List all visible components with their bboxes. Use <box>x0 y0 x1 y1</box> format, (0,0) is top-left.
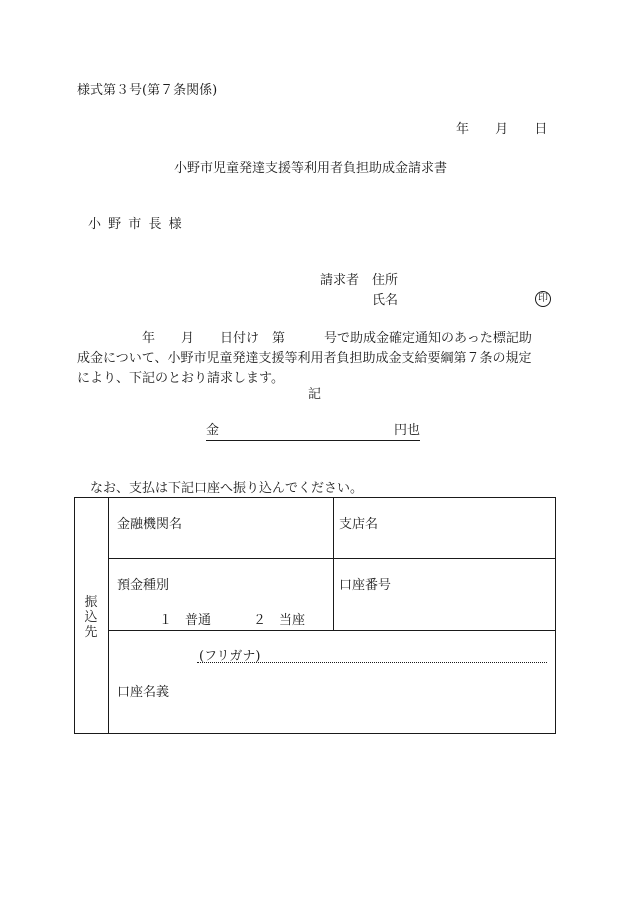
paragraph-line: 成金について、小野市児童発達支援等利用者負担助成金支給要綱第７条の規定 <box>77 351 532 366</box>
deposit-option-current: ２ 当座 <box>253 613 306 628</box>
form-number: 様式第３号(第７条関係) <box>77 83 218 98</box>
paragraph-line: 年 月 日付け 第 号で助成金確定通知のあった標記助 <box>77 331 532 346</box>
amount-field <box>206 424 420 441</box>
column-divider <box>333 559 334 630</box>
year-label: 年 <box>456 122 470 137</box>
document-title: 小野市児童発達支援等利用者負担助成金請求書 <box>174 161 448 176</box>
transfer-side-cell <box>75 498 109 733</box>
row-divider <box>109 630 555 631</box>
furigana-dotted-line <box>197 662 547 663</box>
date-line <box>456 123 547 136</box>
request-paragraph <box>77 329 555 389</box>
seal-mark: 印 <box>535 291 551 307</box>
furigana-label: (フリガナ) <box>199 649 261 664</box>
day-label: 日 <box>534 122 548 137</box>
account-number-label: 口座番号 <box>339 578 392 593</box>
side-label-text: 振 込 先 <box>84 595 98 640</box>
name-label: 氏名 <box>372 293 399 308</box>
bank-account-table <box>74 497 556 734</box>
institution-label: 金融機関名 <box>117 517 183 532</box>
column-divider <box>333 498 334 558</box>
transfer-notice: なお、支払は下記口座へ振り込んでください。 <box>90 481 364 496</box>
amount-prefix: 金 <box>206 423 220 438</box>
row-divider <box>109 558 555 559</box>
address-label: 住所 <box>372 273 399 288</box>
ki-heading: 記 <box>308 387 322 402</box>
addressee: 小野市長様 <box>88 217 189 232</box>
paragraph-line: により、下記のとおり請求します。 <box>77 371 284 386</box>
deposit-option-ordinary: １ 普通 <box>159 613 212 628</box>
deposit-type-label: 預金種別 <box>117 578 170 593</box>
transfer-side-label <box>84 595 98 640</box>
account-name-label: 口座名義 <box>117 685 170 700</box>
branch-label: 支店名 <box>339 517 379 532</box>
month-label: 月 <box>495 122 509 137</box>
applicant-label: 請求者 <box>320 273 360 288</box>
amount-suffix: 円也 <box>393 423 420 438</box>
